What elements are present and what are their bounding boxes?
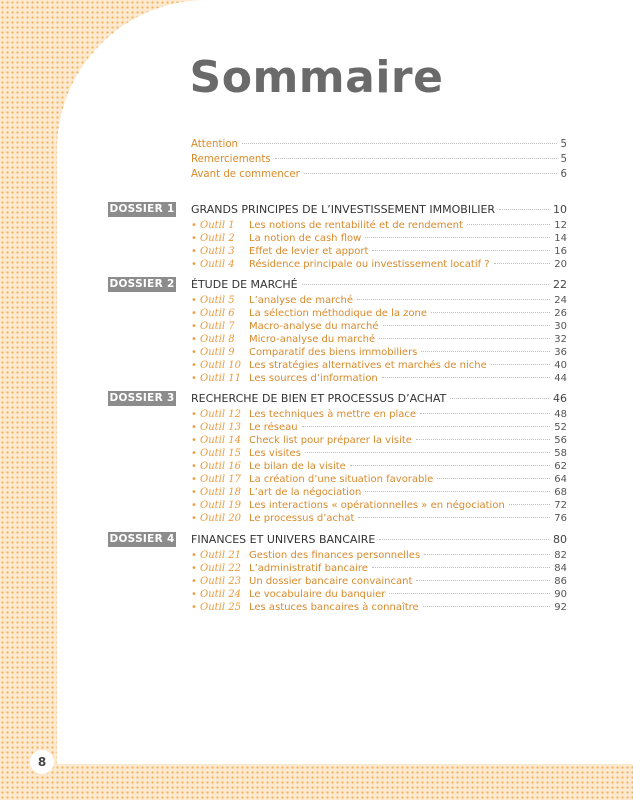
outil-label: L’analyse de marché bbox=[249, 295, 354, 306]
dot-leader bbox=[423, 606, 551, 607]
toc-entry-label: Avant de commencer bbox=[191, 169, 300, 180]
dot-leader bbox=[242, 143, 556, 144]
outil-label: Les sources d’information bbox=[249, 373, 378, 384]
outil-page: 58 bbox=[554, 448, 567, 459]
toc-outil-15[interactable] bbox=[191, 447, 567, 460]
outil-tag: Outil 21 bbox=[200, 550, 241, 561]
bullet-icon: • bbox=[191, 563, 197, 574]
outil-page: 20 bbox=[554, 259, 567, 270]
dot-leader bbox=[382, 377, 550, 378]
outil-label: Gestion des finances personnelles bbox=[249, 550, 421, 561]
outil-label: Les visites bbox=[249, 448, 301, 459]
dot-leader bbox=[431, 312, 550, 313]
bullet-icon: • bbox=[191, 220, 197, 231]
bullet-icon: • bbox=[191, 589, 197, 600]
outil-label: Macro-analyse du marché bbox=[249, 321, 379, 332]
toc-outil-14[interactable] bbox=[191, 434, 567, 447]
dossier-title: RECHERCHE DE BIEN ET PROCESSUS D’ACHAT bbox=[191, 392, 447, 405]
outil-label: Les astuces bancaires à connaître bbox=[249, 602, 419, 613]
dot-leader bbox=[383, 325, 551, 326]
dossier-1-heading[interactable] bbox=[108, 202, 567, 217]
outil-label: La sélection méthodique de la zone bbox=[249, 308, 428, 319]
bullet-icon: • bbox=[191, 308, 197, 319]
dot-leader bbox=[275, 158, 557, 159]
bullet-icon: • bbox=[191, 422, 197, 433]
outil-label: La notion de cash flow bbox=[249, 233, 362, 244]
toc-outil-19[interactable] bbox=[191, 499, 567, 512]
toc-outil-12[interactable] bbox=[191, 408, 567, 421]
toc-entry-attention[interactable] bbox=[191, 138, 567, 152]
dossier-page: 80 bbox=[553, 533, 567, 546]
dot-leader bbox=[421, 351, 550, 352]
bullet-icon: • bbox=[191, 259, 197, 270]
dossier-page: 22 bbox=[553, 278, 567, 291]
outil-label: Le bilan de la visite bbox=[249, 461, 346, 472]
toc-outil-9[interactable] bbox=[191, 346, 567, 359]
outil-tag: Outil 23 bbox=[200, 576, 241, 587]
dossier-page: 10 bbox=[553, 203, 567, 216]
dot-leader bbox=[365, 237, 550, 238]
dot-leader bbox=[437, 478, 550, 479]
outil-tag: Outil 13 bbox=[200, 422, 241, 433]
outil-label: Le réseau bbox=[249, 422, 298, 433]
outil-page: 56 bbox=[554, 435, 567, 446]
dot-leader bbox=[389, 593, 550, 594]
toc-outil-21[interactable] bbox=[191, 549, 567, 562]
outil-label: Résidence principale ou investissement locatif ? bbox=[249, 259, 490, 270]
bullet-icon: • bbox=[191, 334, 197, 345]
outil-label: La création d’une situation favorable bbox=[249, 474, 434, 485]
bullet-icon: • bbox=[191, 602, 197, 613]
outil-tag: Outil 4 bbox=[200, 259, 235, 270]
page-title: Sommaire bbox=[189, 52, 444, 103]
toc-outil-13[interactable] bbox=[191, 421, 567, 434]
outil-page: 30 bbox=[554, 321, 567, 332]
toc-outil-3[interactable] bbox=[191, 245, 567, 258]
dot-leader bbox=[420, 413, 550, 414]
dot-leader bbox=[350, 465, 550, 466]
outil-tag: Outil 3 bbox=[200, 246, 235, 257]
outil-label: L’art de la négociation bbox=[249, 487, 362, 498]
outil-page: 16 bbox=[554, 246, 567, 257]
outil-label: Micro-analyse du marché bbox=[249, 334, 376, 345]
dot-leader bbox=[365, 491, 550, 492]
outil-tag: Outil 14 bbox=[200, 435, 241, 446]
toc-entry-remerciements[interactable] bbox=[191, 153, 567, 167]
outil-page: 40 bbox=[554, 360, 567, 371]
outil-tag: Outil 5 bbox=[200, 295, 235, 306]
outil-tag: Outil 6 bbox=[200, 308, 235, 319]
outil-label: Les techniques à mettre en place bbox=[249, 409, 417, 420]
dossier-4-heading[interactable] bbox=[108, 532, 567, 547]
outil-label: Le vocabulaire du banquier bbox=[249, 589, 386, 600]
bullet-icon: • bbox=[191, 474, 197, 485]
toc-outil-2[interactable] bbox=[191, 232, 567, 245]
outil-page: 48 bbox=[554, 409, 567, 420]
outil-label: Un dossier bancaire convaincant bbox=[249, 576, 413, 587]
outil-tag: Outil 2 bbox=[200, 233, 235, 244]
dot-leader bbox=[416, 439, 550, 440]
outil-tag: Outil 8 bbox=[200, 334, 235, 345]
outil-page: 92 bbox=[554, 602, 567, 613]
dot-leader bbox=[450, 398, 549, 399]
outil-page: 44 bbox=[554, 373, 567, 384]
outil-page: 82 bbox=[554, 550, 567, 561]
outil-label: Le processus d’achat bbox=[249, 513, 355, 524]
toc-outil-10[interactable] bbox=[191, 359, 567, 372]
dot-leader bbox=[499, 209, 549, 210]
dot-leader bbox=[302, 284, 549, 285]
outil-page: 84 bbox=[554, 563, 567, 574]
outil-tag: Outil 20 bbox=[200, 513, 241, 524]
dossier-badge: DOSSIER 2 bbox=[109, 278, 175, 290]
outil-page: 86 bbox=[554, 576, 567, 587]
outil-tag: Outil 18 bbox=[200, 487, 241, 498]
outil-tag: Outil 17 bbox=[200, 474, 241, 485]
bullet-icon: • bbox=[191, 435, 197, 446]
dot-leader bbox=[467, 224, 550, 225]
dossier-2-heading[interactable] bbox=[108, 277, 567, 292]
outil-tag: Outil 1 bbox=[200, 220, 235, 231]
bullet-icon: • bbox=[191, 461, 197, 472]
toc-outil-6[interactable] bbox=[191, 307, 567, 320]
toc-outil-8[interactable] bbox=[191, 333, 567, 346]
dot-leader bbox=[416, 580, 550, 581]
outil-page: 24 bbox=[554, 295, 567, 306]
dot-leader bbox=[305, 452, 550, 453]
bullet-icon: • bbox=[191, 373, 197, 384]
bullet-icon: • bbox=[191, 409, 197, 420]
toc-outil-18[interactable] bbox=[191, 486, 567, 499]
toc-outil-20[interactable] bbox=[191, 512, 567, 525]
outil-page: 62 bbox=[554, 461, 567, 472]
dot-leader bbox=[424, 554, 550, 555]
toc-outil-1[interactable] bbox=[191, 219, 567, 232]
outil-page: 90 bbox=[554, 589, 567, 600]
dossier-title: ÉTUDE DE MARCHÉ bbox=[191, 278, 298, 291]
toc-entry-label: Remerciements bbox=[191, 154, 271, 165]
toc-outil-7[interactable] bbox=[191, 320, 567, 333]
outil-tag: Outil 11 bbox=[200, 373, 241, 384]
outil-tag: Outil 22 bbox=[200, 563, 241, 574]
page-number: 8 bbox=[30, 750, 54, 774]
toc-outil-22[interactable] bbox=[191, 562, 567, 575]
outil-page: 68 bbox=[554, 487, 567, 498]
toc-outil-17[interactable] bbox=[191, 473, 567, 486]
outil-label: Les interactions « opérationnelles » en négociation bbox=[249, 500, 505, 511]
dossier-badge: DOSSIER 1 bbox=[109, 203, 175, 215]
toc-outil-16[interactable] bbox=[191, 460, 567, 473]
outil-page: 36 bbox=[554, 347, 567, 358]
dossier-badge: DOSSIER 3 bbox=[109, 392, 175, 404]
dot-leader bbox=[358, 517, 550, 518]
outil-tag: Outil 12 bbox=[200, 409, 241, 420]
outil-page: 64 bbox=[554, 474, 567, 485]
outil-tag: Outil 7 bbox=[200, 321, 235, 332]
outil-tag: Outil 19 bbox=[200, 500, 241, 511]
dot-leader bbox=[494, 263, 551, 264]
dot-leader bbox=[509, 504, 550, 505]
outil-tag: Outil 9 bbox=[200, 347, 235, 358]
outil-tag: Outil 16 bbox=[200, 461, 241, 472]
dot-leader bbox=[357, 299, 550, 300]
dot-leader bbox=[372, 567, 550, 568]
bullet-icon: • bbox=[191, 347, 197, 358]
outil-label: Effet de levier et apport bbox=[249, 246, 369, 257]
dot-leader bbox=[304, 173, 557, 174]
outil-label: Check list pour préparer la visite bbox=[249, 435, 412, 446]
toc-outil-4[interactable] bbox=[191, 258, 567, 271]
bullet-icon: • bbox=[191, 360, 197, 371]
outil-page: 72 bbox=[554, 500, 567, 511]
outil-page: 32 bbox=[554, 334, 567, 345]
bullet-icon: • bbox=[191, 321, 197, 332]
outil-page: 26 bbox=[554, 308, 567, 319]
toc-entry-page: 5 bbox=[560, 139, 567, 150]
outil-page: 52 bbox=[554, 422, 567, 433]
bullet-icon: • bbox=[191, 576, 197, 587]
toc-outil-5[interactable] bbox=[191, 294, 567, 307]
outil-tag: Outil 25 bbox=[200, 602, 241, 613]
dossier-3-heading[interactable] bbox=[108, 391, 567, 406]
toc-entry-label: Attention bbox=[191, 139, 239, 150]
bullet-icon: • bbox=[191, 500, 197, 511]
dossier-title: GRANDS PRINCIPES DE L’INVESTISSEMENT IMMOBILIER bbox=[191, 203, 496, 216]
toc-outil-11[interactable] bbox=[191, 372, 567, 385]
toc-outil-24[interactable] bbox=[191, 588, 567, 601]
bullet-icon: • bbox=[191, 513, 197, 524]
toc-entry-page: 6 bbox=[560, 169, 567, 180]
outil-page: 12 bbox=[554, 220, 567, 231]
dossier-title: FINANCES ET UNIVERS BANCAIRE bbox=[191, 533, 376, 546]
dossier-badge: DOSSIER 4 bbox=[109, 533, 175, 545]
bullet-icon: • bbox=[191, 448, 197, 459]
dot-leader bbox=[491, 364, 551, 365]
bullet-icon: • bbox=[191, 487, 197, 498]
dot-leader bbox=[372, 250, 550, 251]
dossier-page: 46 bbox=[553, 392, 567, 405]
outil-label: Les notions de rentabilité et de rendement bbox=[249, 220, 463, 231]
dot-leader bbox=[302, 426, 551, 427]
outil-label: Les stratégies alternatives et marchés de niche bbox=[249, 360, 487, 371]
dot-leader bbox=[379, 338, 550, 339]
toc-entry-page: 5 bbox=[560, 154, 567, 165]
outil-page: 14 bbox=[554, 233, 567, 244]
bullet-icon: • bbox=[191, 246, 197, 257]
outil-label: L’administratif bancaire bbox=[249, 563, 368, 574]
outil-tag: Outil 24 bbox=[200, 589, 241, 600]
bullet-icon: • bbox=[191, 233, 197, 244]
toc-outil-23[interactable] bbox=[191, 575, 567, 588]
bullet-icon: • bbox=[191, 295, 197, 306]
outil-page: 76 bbox=[554, 513, 567, 524]
toc-entry-avant-de-commencer[interactable] bbox=[191, 168, 567, 182]
outil-tag: Outil 15 bbox=[200, 448, 241, 459]
bullet-icon: • bbox=[191, 550, 197, 561]
outil-label: Comparatif des biens immobiliers bbox=[249, 347, 418, 358]
dot-leader bbox=[379, 539, 549, 540]
toc-outil-25[interactable] bbox=[191, 601, 567, 614]
outil-tag: Outil 10 bbox=[200, 360, 241, 371]
